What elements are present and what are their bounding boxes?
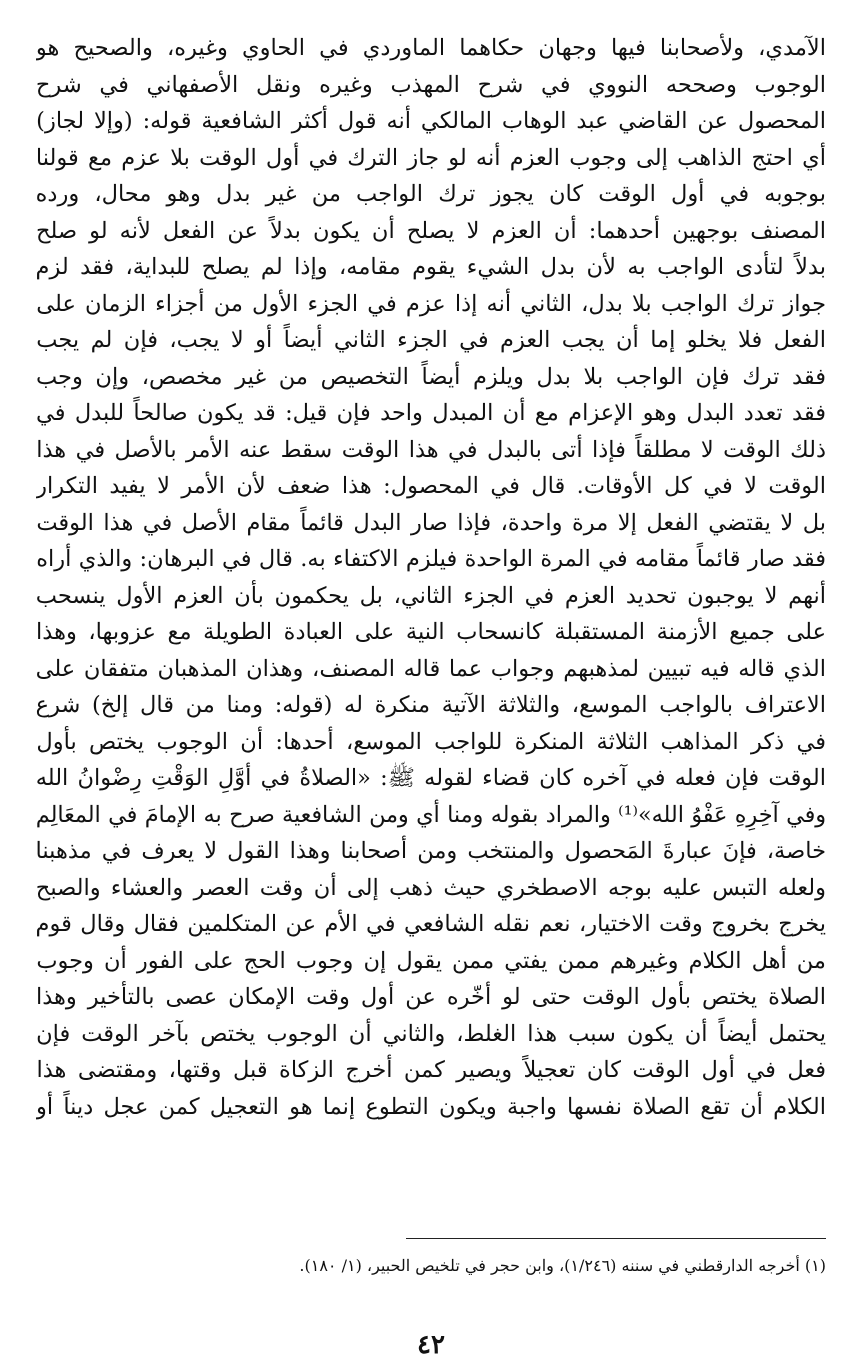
text-line: فعل في أول الوقت كان تعجيلاً ويصير كمن أخرج الزكاة قبل وقتها، ومقتضى هذا [36,1057,826,1083]
text-line: على جميع الأزمنة المستقبلة كانسحاب النية على العبادة الطويلة مع عزوبها، وهذا [36,619,826,645]
text-line: جواز ترك الواجب بلا بدل، الثاني أنه إذا عزم في الجزء الأول من أجزاء الزمان على [36,290,826,317]
text-line: أي احتج الذاهب إلى وجوب العزم أنه لو جاز الترك في أول الوقت بلا عزم مع قولنا [36,144,826,171]
text-line: بل لا يقتضي الفعل إلا مرة واحدة، فإذا صار البدل قائماً مقام الأصل في هذا الوقت [36,509,826,536]
text-line: الاعتراف بالواجب الموسع، والثلاثة الآتية منكرة له (قوله: ومنا من قال إلخ) شرع [36,692,826,718]
text-line: المصنف بوجهين أحدهما: أن العزم لا يصلح أن يكون بدلاً عن الفعل لأنه لو صلح [36,217,826,244]
text-line: بدلاً لتأدى الواجب به لأن بدل الشيء يقوم مقامه، وإذا لم يصلح للبداية، فقد لزم [36,254,826,280]
text-line: فقد صار قائماً مقامه في المرة الواحدة فيلزم الاكتفاء به. قال في البرهان: والذي أراه [36,546,826,572]
book-page [36,30,826,1360]
text-line: الفعل فلا يخلو إما أن يجب العزم في الجزء الثاني أيضاً أو لا يجب، فإن لم يجب [36,327,826,353]
text-line: فقد ترك فإن الواجب بلا بدل ويلزم أيضاً التخصيص من غير مخصص، وإن وجب [36,363,826,390]
text-line: خاصة، فإنَ عبارةَ المَحصول والمنتخب ومن أصحابنا وهذا القول لا يعرف في مذهبنا [36,838,826,864]
main-text [36,30,826,1125]
text-line: ذلك الوقت لا مطلقاً فإذا أتى بالبدل في هذا الوقت سقط عنه الأمر بالأصل في هذا [36,436,826,463]
text-line: الآمدي، ولأصحابنا فيها وجهان حكاهما الماوردي في الحاوي وغيره، والصحيح هو [36,35,826,61]
text-line: الذي قاله فيه تبيين لمذهبهم وجواب عما قاله المصنف، وهذان المذهبان متفقان على [36,655,826,682]
text-line: يحتمل أيضاً أن يكون سبب هذا الغلط، والثاني أن الوجوب يختص بآخر الوقت فإن [36,1020,826,1047]
text-line: بوجوبه في أول الوقت كان يجوز ترك الواجب من غير بدل وهو محال، ورده [36,181,826,207]
text-line: الوجوب وصححه النووي في شرح المهذب وغيره ونقل الأصفهاني في شرح [36,71,826,98]
text-line: الوقت فإن فعله في آخره كان قضاء لقوله ﷺ: «الصلاةُ في أوَّلِ الوَقْتِ رِضْوانُ الله [36,765,826,791]
page-number: ٤٢ [417,1330,445,1360]
text-line: فقد تعدد البدل وهو الإعزام مع أن المبدل واحد فإن قيل: قد يكون صالحاً للبدل في [36,400,826,426]
footnote: (١) أخرجه الدارقطني في سننه (١/٢٤٦)، وابن حجر في تلخيص الحبير، (١/ ١٨٠). [299,1256,826,1275]
text-line: من أهل الكلام وغيرهم ممن يفتي ممن يقول إن وجوب الحج على الفور أن وجوب [36,947,826,974]
text-line: الصلاة يختص بأول الوقت حتى لو أخّره عن أول وقت الإمكان عصى بالتأخير وهذا [36,984,826,1010]
text-line: في ذكر المذاهب الثلاثة المنكرة للواجب الموسع، أحدها: أن الوجوب يختص بأول [36,728,826,755]
text-line: أنهم لا يوجبون تحديد العزم في الجزء الثاني، بل يحكمون بأن العزم الأول ينسحب [36,582,826,609]
footnote-separator [406,1238,826,1239]
text-line: يخرج بخروج وقت الاختيار، نعم نقله الشافعي في الأم عن المتكلمين فقال وقال قوم [36,911,826,937]
text-line: الوقت لا في كل الأوقات. قال في المحصول: هذا ضعف لأن الأمر لا يفيد التكرار [36,473,826,499]
text-line: ولعله التبس عليه بوجه الاصطخري حيث ذهب إلى أن وقت العصر والعشاء والصبح [36,874,826,901]
text-line: وفي آخِرِهِ عَفْوُ الله»⁽¹⁾ والمراد بقوله ومنا أي ومن الشافعية صرح به الإمامَ في المعَالِم [36,801,826,828]
text-line: المحصول عن القاضي عبد الوهاب المالكي أنه قول أكثر الشافعية قوله: (وإلا لجاز) [36,108,826,134]
text-line: الكلام أن تقع الصلاة نفسها واجبة ويكون التطوع إنما هو التعجيل كمن عجل ديناً أو [36,1093,826,1120]
